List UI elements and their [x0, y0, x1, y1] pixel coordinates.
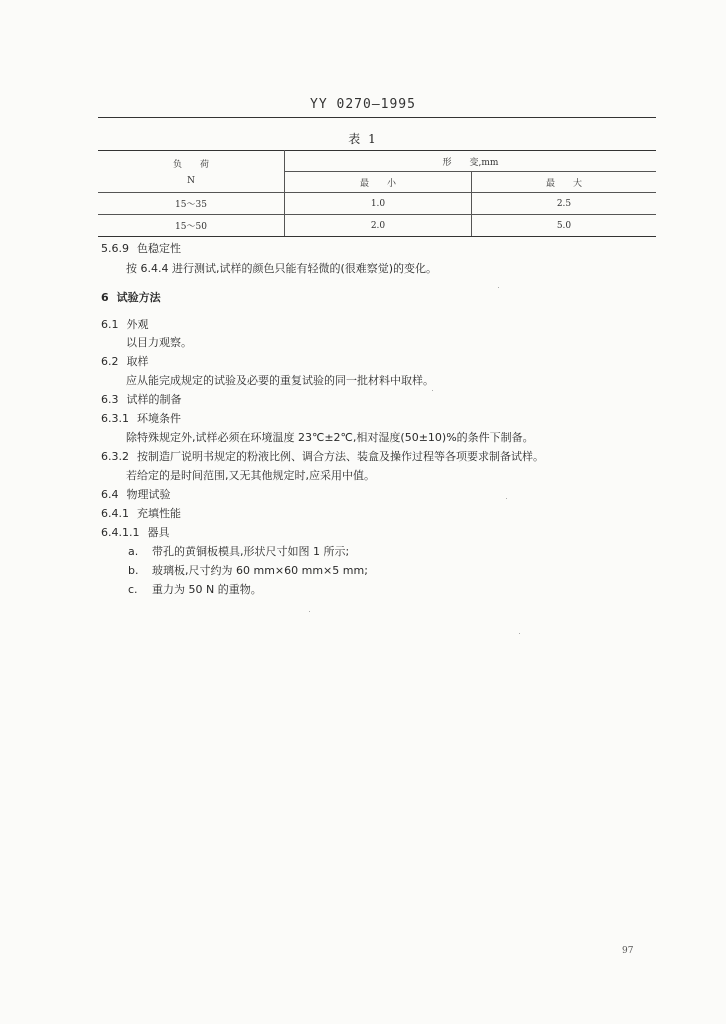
- list-item-label: a.: [128, 545, 139, 558]
- section-number: 6.4.1.1: [101, 526, 140, 539]
- section-number: 6.3.2: [101, 450, 129, 463]
- table-title: 表 1: [348, 132, 378, 146]
- section-title: 试验方法: [116, 291, 161, 304]
- section-title: 环境条件: [137, 412, 181, 425]
- table-cell-max: 2.5: [472, 193, 657, 215]
- section-title: 器具: [147, 526, 170, 539]
- section-6-4-1-1-heading: [101, 526, 169, 540]
- section-5-6-9-body: 按 6.4.4 进行测试,试样的颜色只能有轻微的(很难察觉)的变化。: [126, 262, 438, 275]
- table-cell-min: 1.0: [285, 193, 472, 215]
- section-number: 6.4: [101, 488, 119, 501]
- section-title: 充填性能: [137, 507, 181, 520]
- section-number: 5.6.9: [101, 242, 129, 255]
- section-title: 物理试验: [126, 488, 171, 501]
- table-cell-load: 15～50: [98, 215, 285, 237]
- list-item-text: 重力为 50 N 的重物。: [152, 583, 262, 596]
- table-header-load-unit: N: [187, 176, 195, 186]
- page-number: 97: [622, 946, 634, 956]
- section-6-1-body: 以目力观察。: [126, 336, 192, 349]
- section-number: 6.1: [101, 318, 119, 331]
- section-number: 6: [101, 291, 109, 304]
- scan-speck: [432, 390, 433, 391]
- section-6-4-1-heading: [101, 507, 181, 521]
- table-header-min: 最 小: [285, 172, 472, 193]
- table-header-load: [98, 151, 285, 193]
- header-rule: [98, 117, 656, 118]
- list-item-text: 带孔的黄铜板模具,形状尺寸如图 1 所示;: [152, 545, 350, 558]
- scan-speck: [519, 633, 520, 634]
- list-item-label: b.: [128, 564, 139, 577]
- table-cell-max: 5.0: [472, 215, 657, 237]
- section-6-3-heading: [101, 393, 182, 407]
- table-header-deform: 形 变,mm: [285, 151, 657, 172]
- section-6-4-heading: [101, 488, 171, 502]
- section-6-1-heading: [101, 318, 149, 332]
- list-item-label: c.: [128, 583, 138, 596]
- table-header-max: 最 大: [472, 172, 657, 193]
- standard-code-header: YY 0270—1995: [310, 97, 416, 112]
- table-header-load-label: 负 荷: [172, 160, 209, 170]
- table-cell-min: 2.0: [285, 215, 472, 237]
- section-6-2-heading: [101, 355, 149, 369]
- section-6-3-2-body-line2: 若给定的是时间范围,又无其他规定时,应采用中值。: [126, 469, 375, 482]
- section-title: 色稳定性: [137, 242, 181, 255]
- section-6-3-1-body: 除特殊规定外,试样必须在环境温度 23℃±2℃,相对湿度(50±10)%的条件下制备。: [126, 431, 534, 444]
- list-item: [128, 564, 368, 578]
- section-6-3-1-heading: [101, 412, 181, 426]
- section-title: 取样: [126, 355, 149, 368]
- section-number: 6.2: [101, 355, 119, 368]
- section-6-2-body: 应从能完成规定的试验及必要的重复试验的同一批材料中取样。: [126, 374, 434, 387]
- deformation-table: [98, 150, 656, 237]
- scan-speck: [309, 611, 310, 612]
- list-item: [128, 583, 262, 597]
- section-number: 6.3.1: [101, 412, 129, 425]
- table-row: [98, 193, 656, 215]
- section-5-6-9-heading: [101, 242, 181, 256]
- list-item: [128, 545, 349, 559]
- section-6-3-2-heading: [101, 450, 544, 464]
- scan-speck: [506, 498, 507, 499]
- scan-speck: [498, 287, 499, 288]
- table-row: [98, 215, 656, 237]
- section-6-heading: [101, 291, 161, 305]
- section-title: 外观: [126, 318, 149, 331]
- table-cell-load: 15～35: [98, 193, 285, 215]
- section-number: 6.4.1: [101, 507, 129, 520]
- section-6-3-2-body-line1: 按制造厂说明书规定的粉液比例、调合方法、装盒及操作过程等各项要求制备试样。: [137, 450, 544, 463]
- list-item-text: 玻璃板,尺寸约为 60 mm×60 mm×5 mm;: [152, 564, 368, 577]
- section-title: 试样的制备: [126, 393, 182, 406]
- section-number: 6.3: [101, 393, 119, 406]
